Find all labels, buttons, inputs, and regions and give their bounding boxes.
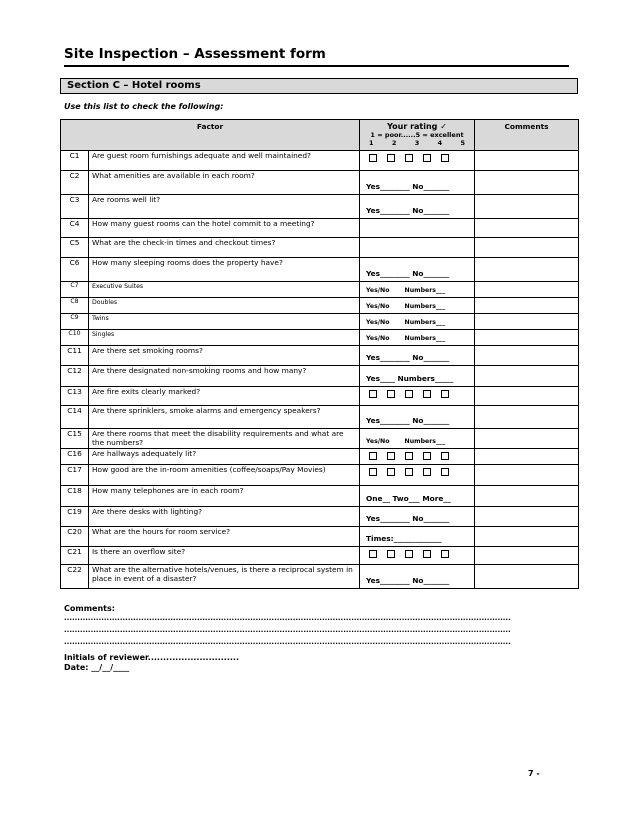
rating-number: 3 xyxy=(414,139,420,147)
row-factor: Executive Suites xyxy=(89,282,360,298)
rating-cell[interactable] xyxy=(360,527,475,547)
answer-field[interactable]: Yes________ No_______ xyxy=(366,416,450,425)
rating-checkbox[interactable] xyxy=(387,390,395,398)
table-row xyxy=(61,346,579,366)
row-factor: How good are the in-room amenities (coffee/soaps/Pay Movies) xyxy=(89,465,360,486)
comments-cell[interactable] xyxy=(475,449,579,465)
rating-checkboxes xyxy=(363,151,471,162)
rating-checkbox[interactable] xyxy=(369,550,377,558)
rating-cell[interactable] xyxy=(360,565,475,589)
table-row xyxy=(61,151,579,171)
row-factor: Are hallways adequately lit? xyxy=(89,449,360,465)
rating-checkbox[interactable] xyxy=(369,390,377,398)
rating-cell[interactable] xyxy=(360,387,475,406)
row-factor: What amenities are available in each room? xyxy=(89,171,360,195)
rating-checkbox[interactable] xyxy=(441,550,449,558)
answer-field[interactable]: Yes________ No_______ xyxy=(366,514,450,523)
row-factor: Are there designated non-smoking rooms and how many? xyxy=(89,366,360,387)
section-heading: Section C – Hotel rooms xyxy=(60,78,578,94)
comment-line[interactable]: ........................................................................................................................................................................ xyxy=(64,626,511,634)
rating-cell[interactable] xyxy=(360,298,475,314)
row-code: C9 xyxy=(61,314,89,330)
comment-line[interactable]: ........................................................................................................................................................................ xyxy=(64,614,511,622)
factor-header: Factor xyxy=(61,120,360,151)
comments-cell[interactable] xyxy=(475,387,579,406)
rating-cell[interactable] xyxy=(360,151,475,171)
rating-checkboxes xyxy=(363,547,471,558)
rating-cell[interactable] xyxy=(360,195,475,219)
rating-cell[interactable] xyxy=(360,171,475,195)
row-code: C4 xyxy=(61,219,89,238)
row-code: C18 xyxy=(61,486,89,507)
table-row xyxy=(61,449,579,465)
row-code: C3 xyxy=(61,195,89,219)
comments-cell[interactable] xyxy=(475,219,579,238)
row-factor: Singles xyxy=(89,330,360,346)
table-row xyxy=(61,486,579,507)
row-factor: How many sleeping rooms does the property have? xyxy=(89,258,360,282)
answer-field[interactable]: Yes/No Numbers___ xyxy=(366,335,446,342)
answer-field[interactable]: Yes________ No_______ xyxy=(366,182,450,191)
table-row xyxy=(61,219,579,238)
rating-numbers xyxy=(363,139,471,147)
rating-checkbox[interactable] xyxy=(369,452,377,460)
row-factor: Are there sprinklers, smoke alarms and emergency speakers? xyxy=(89,406,360,429)
date-field[interactable]: Date: __/__/____ xyxy=(64,663,130,672)
row-code: C16 xyxy=(61,449,89,465)
row-factor: Are rooms well lit? xyxy=(89,195,360,219)
table-row xyxy=(61,282,579,298)
row-factor: Are fire exits clearly marked? xyxy=(89,387,360,406)
answer-field[interactable]: Yes________ No_______ xyxy=(366,269,450,278)
rating-cell[interactable] xyxy=(360,238,475,258)
table-row xyxy=(61,171,579,195)
answer-field[interactable]: Yes/No Numbers___ xyxy=(366,303,446,310)
rating-checkbox[interactable] xyxy=(441,452,449,460)
rating-checkbox[interactable] xyxy=(387,550,395,558)
comment-line[interactable]: ........................................................................................................................................................................ xyxy=(64,638,511,646)
rating-cell[interactable] xyxy=(360,449,475,465)
row-factor: How many guest rooms can the hotel commit to a meeting? xyxy=(89,219,360,238)
comments-cell[interactable] xyxy=(475,465,579,486)
table-row xyxy=(61,547,579,565)
comments-cell[interactable] xyxy=(475,151,579,171)
row-code: C2 xyxy=(61,171,89,195)
rating-checkboxes xyxy=(363,465,471,476)
rating-cell[interactable] xyxy=(360,406,475,429)
comments-cell[interactable] xyxy=(475,258,579,282)
rating-checkbox[interactable] xyxy=(405,452,413,460)
row-factor: Are there set smoking rooms? xyxy=(89,346,360,366)
rating-checkbox[interactable] xyxy=(387,468,395,476)
table-row xyxy=(61,314,579,330)
comments-header: Comments xyxy=(475,120,579,151)
rating-cell[interactable] xyxy=(360,330,475,346)
table-row xyxy=(61,565,579,589)
rating-checkbox[interactable] xyxy=(405,154,413,162)
row-factor: Are there desks with lighting? xyxy=(89,507,360,527)
table-row xyxy=(61,465,579,486)
rating-checkbox[interactable] xyxy=(423,468,431,476)
rating-scale: 1 = poor......5 = excellent xyxy=(370,131,464,139)
table-row xyxy=(61,258,579,282)
table-row xyxy=(61,298,579,314)
table-row xyxy=(61,195,579,219)
table-row xyxy=(61,406,579,429)
page-number: 7 - xyxy=(528,769,540,778)
rating-checkbox[interactable] xyxy=(387,452,395,460)
rating-number: 2 xyxy=(391,139,397,147)
row-code: C1 xyxy=(61,151,89,171)
comments-cell[interactable] xyxy=(475,238,579,258)
comments-cell[interactable] xyxy=(475,330,579,346)
answer-field[interactable]: Yes________ No_______ xyxy=(366,206,450,215)
table-row xyxy=(61,527,579,547)
comments-cell[interactable] xyxy=(475,406,579,429)
rating-cell[interactable] xyxy=(360,486,475,507)
row-code: C17 xyxy=(61,465,89,486)
rating-checkbox[interactable] xyxy=(423,154,431,162)
rating-checkboxes xyxy=(363,387,471,398)
table-row xyxy=(61,507,579,527)
rating-title: Your rating ✓ xyxy=(387,122,447,131)
rating-cell[interactable] xyxy=(360,507,475,527)
rating-cell[interactable] xyxy=(360,346,475,366)
row-code: C8 xyxy=(61,298,89,314)
answer-field[interactable]: Yes/No Numbers___ xyxy=(366,287,446,294)
row-factor: Twins xyxy=(89,314,360,330)
row-factor: Are guest room furnishings adequate and well maintained? xyxy=(89,151,360,171)
rating-checkbox[interactable] xyxy=(405,468,413,476)
comments-cell[interactable] xyxy=(475,429,579,449)
comments-cell[interactable] xyxy=(475,527,579,547)
answer-field[interactable]: Yes________ No_______ xyxy=(366,353,450,362)
answer-field[interactable]: Times:_____________ xyxy=(366,534,442,543)
rating-checkbox[interactable] xyxy=(369,154,377,162)
rating-cell[interactable] xyxy=(360,314,475,330)
row-factor: Is there an overflow site? xyxy=(89,547,360,565)
answer-field[interactable]: Yes/No Numbers___ xyxy=(366,438,446,445)
rating-cell[interactable] xyxy=(360,465,475,486)
row-factor: What are the check-in times and checkout times? xyxy=(89,238,360,258)
rating-number: 4 xyxy=(437,139,443,147)
rating-checkbox[interactable] xyxy=(369,468,377,476)
row-factor: Doubles xyxy=(89,298,360,314)
rating-cell[interactable] xyxy=(360,282,475,298)
row-code: C12 xyxy=(61,366,89,387)
comments-cell[interactable] xyxy=(475,346,579,366)
row-factor: Are there rooms that meet the disability requirements and what are the numbers? xyxy=(89,429,360,449)
table-row xyxy=(61,387,579,406)
assessment-table xyxy=(60,119,579,589)
rating-checkboxes xyxy=(363,449,471,460)
table-row xyxy=(61,429,579,449)
form-title: Site Inspection – Assessment form xyxy=(64,46,569,67)
comments-cell[interactable] xyxy=(475,547,579,565)
comments-cell[interactable] xyxy=(475,195,579,219)
row-code: C13 xyxy=(61,387,89,406)
table-row xyxy=(61,330,579,346)
comments-cell[interactable] xyxy=(475,507,579,527)
rating-number: 1 xyxy=(369,139,374,147)
comments-label: Comments: xyxy=(64,604,115,613)
comments-cell[interactable] xyxy=(475,298,579,314)
rating-checkbox[interactable] xyxy=(423,452,431,460)
row-code: C20 xyxy=(61,527,89,547)
rating-cell[interactable] xyxy=(360,429,475,449)
comments-cell[interactable] xyxy=(475,565,579,589)
rating-checkbox[interactable] xyxy=(441,468,449,476)
rating-cell[interactable] xyxy=(360,547,475,565)
rating-checkbox[interactable] xyxy=(441,390,449,398)
rating-cell[interactable] xyxy=(360,258,475,282)
row-code: C10 xyxy=(61,330,89,346)
rating-checkbox[interactable] xyxy=(405,550,413,558)
rating-checkbox[interactable] xyxy=(441,154,449,162)
answer-field[interactable]: Yes________ No_______ xyxy=(366,576,450,585)
initials-of-reviewer[interactable]: Initials of reviewer.............................. xyxy=(64,653,239,662)
row-code: C5 xyxy=(61,238,89,258)
comments-cell[interactable] xyxy=(475,314,579,330)
row-code: C21 xyxy=(61,547,89,565)
table-row xyxy=(61,366,579,387)
row-code: C6 xyxy=(61,258,89,282)
row-factor: How many telephones are in each room? xyxy=(89,486,360,507)
rating-cell[interactable] xyxy=(360,219,475,238)
row-code: C15 xyxy=(61,429,89,449)
comments-cell[interactable] xyxy=(475,486,579,507)
comments-cell[interactable] xyxy=(475,282,579,298)
comments-cell[interactable] xyxy=(475,366,579,387)
rating-header xyxy=(360,120,475,151)
rating-checkbox[interactable] xyxy=(405,390,413,398)
rating-checkbox[interactable] xyxy=(423,390,431,398)
intro-text: Use this list to check the following: xyxy=(64,102,224,111)
row-factor: What are the alternative hotels/venues, is there a reciprocal system in place in event of a disaster? xyxy=(89,565,360,589)
row-code: C14 xyxy=(61,406,89,429)
row-code: C22 xyxy=(61,565,89,589)
rating-checkbox[interactable] xyxy=(387,154,395,162)
row-code: C19 xyxy=(61,507,89,527)
row-factor: What are the hours for room service? xyxy=(89,527,360,547)
rating-number: 5 xyxy=(460,139,465,147)
rating-cell[interactable] xyxy=(360,366,475,387)
answer-field[interactable]: Yes____ Numbers_____ xyxy=(366,374,454,383)
row-code: C7 xyxy=(61,282,89,298)
answer-field[interactable]: One__ Two___ More__ xyxy=(366,494,451,503)
row-code: C11 xyxy=(61,346,89,366)
table-row xyxy=(61,238,579,258)
rating-checkbox[interactable] xyxy=(423,550,431,558)
comments-cell[interactable] xyxy=(475,171,579,195)
answer-field[interactable]: Yes/No Numbers___ xyxy=(366,319,446,326)
